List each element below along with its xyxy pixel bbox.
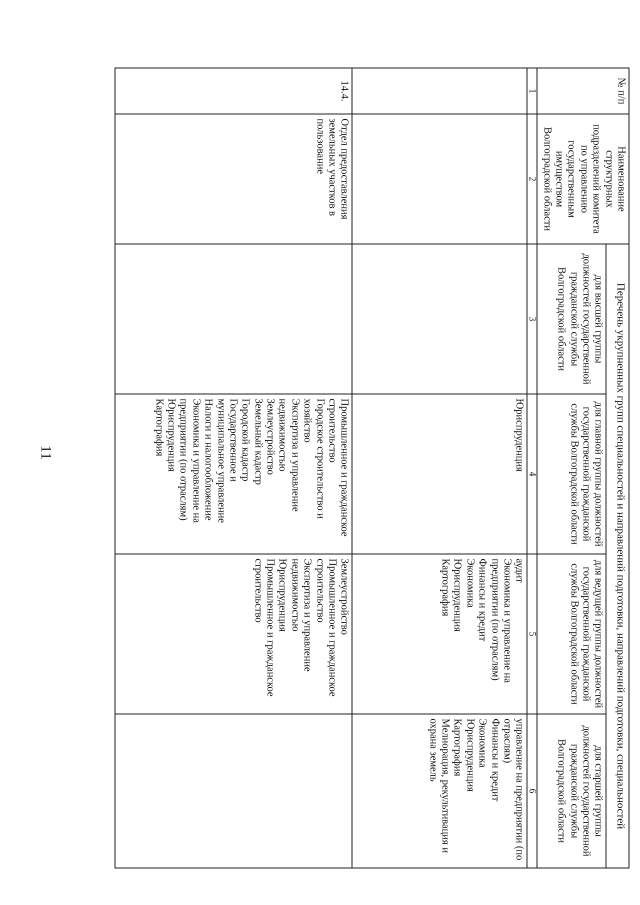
column-number: 6 <box>527 714 537 868</box>
specialty-item: Юриспруденция <box>464 718 476 792</box>
specialty-item: Картография <box>452 718 463 777</box>
specialty-item: Государственное и муниципальное управление <box>215 398 239 523</box>
specialty-item: Картография <box>153 398 165 457</box>
specialty-item: Юриспруденция <box>277 558 288 632</box>
specialty-item: Промышленное и гражданское строительство <box>314 558 338 697</box>
main-group-cell <box>115 394 352 554</box>
specialty-item: Экспертиза и управление недвижимостью <box>277 398 301 512</box>
specialty-item: Экономика и управление на предприятии (по отраслям) <box>178 398 202 523</box>
specialty-item: Налоги и налогообложение <box>202 398 214 521</box>
specialty-item: Финансы и кредит <box>476 558 488 642</box>
specialty-item: Земельный кадастр <box>252 398 264 485</box>
specialty-item: Землеустройство <box>264 398 276 475</box>
header-specialties-group: Перечень укрупненных групп специальностей и направлений подготовки, направлений подготовки, специальностей <box>606 244 629 868</box>
specialty-item: Юриспруденция <box>452 558 463 632</box>
row-number <box>352 68 527 114</box>
specialty-item: Промышленное и гражданское строительство <box>252 558 276 697</box>
rotated-table-sheet <box>85 68 630 868</box>
specialty-item: Картография <box>439 558 451 617</box>
higher-group-cell <box>352 244 527 394</box>
page-number: 11 <box>37 445 54 460</box>
leading-group-cell <box>352 554 527 714</box>
specialty-item: Юриспруденция <box>513 398 525 472</box>
specialty-item: Городское строительство и хозяйство <box>301 398 326 519</box>
specialty-item: Мелиорация, рекультивация и охрана земель <box>427 718 451 853</box>
specialty-item: Городской кадастр <box>239 398 251 482</box>
specialty-item: управление на предприятии (по отраслям) <box>501 718 525 861</box>
column-number: 4 <box>527 394 537 554</box>
header-higher-group: для высшей группы должностей государственной гражданской службы Волгоградской области <box>537 244 606 394</box>
specialties-table <box>115 68 630 869</box>
header-main-group: для главной группы должностей государственной гражданской службы Волгоградской области <box>537 394 606 554</box>
main-group-cell <box>352 394 527 554</box>
table-row <box>115 68 352 868</box>
header-leading-group: для ведущей группы должностей государственной гражданской службы Волгоградской области <box>537 554 606 714</box>
row-number: 14.4. <box>115 68 352 114</box>
table-row <box>352 68 527 868</box>
specialty-item: Экспертиза и управление недвижимостью <box>289 558 313 672</box>
senior-group-cell <box>352 714 527 868</box>
specialty-item: Экономика <box>476 718 488 768</box>
higher-group-cell <box>115 244 352 394</box>
column-number: 1 <box>527 68 537 114</box>
specialty-item: аудит <box>513 558 525 583</box>
leading-group-cell <box>115 554 352 714</box>
specialty-item: Промышленное и гражданское строительство <box>326 398 350 537</box>
specialty-item: Землеустройство <box>338 558 350 635</box>
specialty-item: Экономика и управление на предприятии (по отраслям) <box>489 558 513 683</box>
specialty-item: Юриспруденция <box>165 398 177 472</box>
header-row-1 <box>606 68 629 868</box>
column-number: 2 <box>527 114 537 244</box>
column-number: 3 <box>527 244 537 394</box>
column-number: 5 <box>527 554 537 714</box>
specialty-item: Экономика <box>464 558 476 608</box>
senior-group-cell <box>115 714 352 868</box>
header-subdivision-name: Наименование структурных подразделений комитета по управлению государственным имуществом Волгоградской области <box>537 114 629 244</box>
subdivision-name: Отдел предоставления земельных участков в пользование <box>115 114 352 244</box>
header-senior-group: для старшей группы должностей государственной гражданской службы Волгоградской области <box>537 714 606 868</box>
subdivision-name <box>352 114 527 244</box>
header-number: № п/п <box>537 68 629 114</box>
column-number-row <box>527 68 537 868</box>
specialty-item: Финансы и кредит <box>489 718 501 802</box>
